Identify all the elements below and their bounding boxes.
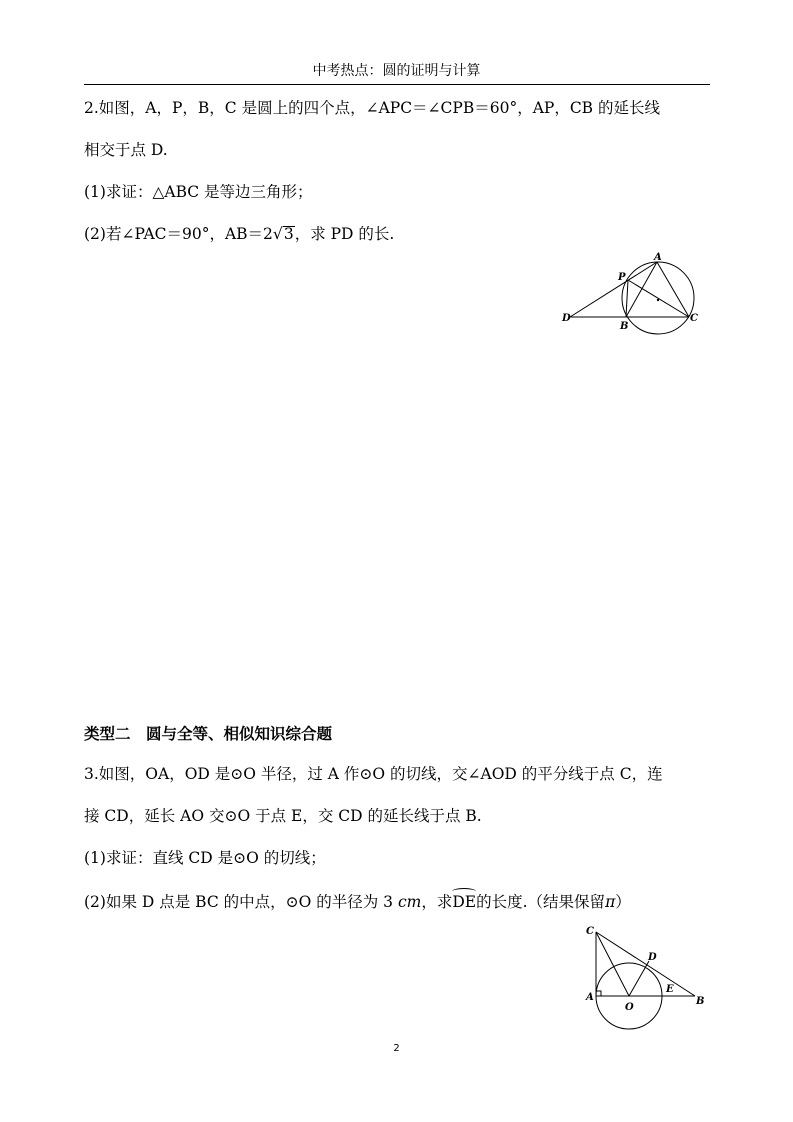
problem3-part2-text-b: ，求: [421, 893, 453, 911]
segment-PB: [626, 280, 628, 317]
segment-OC: [596, 932, 629, 996]
problem3-line1: 3.如图，OA，OD 是⊙O 半径，过 A 作⊙O 的切线，交∠AOD 的平分线于点 C，连: [84, 765, 663, 783]
label-E: E: [666, 984, 674, 995]
center-dot: [657, 299, 659, 301]
label-O: O: [625, 1002, 634, 1013]
pi-symbol: π: [605, 893, 616, 911]
problem3-part1: (1)求证：直线 CD 是⊙O 的切线；: [84, 849, 326, 867]
problem3-line2: 接 CD，延长 AO 交⊙O 于点 E，交 CD 的延长线于点 B.: [84, 807, 482, 825]
label-A: A: [654, 252, 662, 263]
header-rule: [84, 84, 710, 85]
arc-DE: DE: [452, 893, 477, 911]
label-D: D: [562, 313, 571, 324]
problem2-part2-text-b: ，求 PD 的长.: [294, 225, 395, 243]
section-heading: 类型二 圆与全等、相似知识综合题: [84, 725, 333, 743]
page-number: 2: [393, 1043, 400, 1054]
segment-AC: [657, 262, 689, 317]
problem3-figure: [580, 920, 710, 1035]
page-header: 中考热点：圆的证明与计算: [312, 63, 481, 79]
segment-PC: [628, 280, 689, 317]
problem2-part1: (1)求证：△ABC 是等边三角形；: [84, 183, 313, 201]
label-B: B: [620, 321, 629, 332]
segment-CB: [596, 932, 695, 996]
problem2-figure: [560, 250, 710, 340]
problem3-part2-text-c: 的长度.（结果保留: [476, 893, 606, 911]
problem3-part2: [84, 892, 631, 912]
sqrt-radicand: 3: [283, 225, 294, 243]
problem2-part2-text-a: (2)若∠PAC＝90°，AB＝2√: [84, 225, 283, 243]
label-D: D: [648, 952, 657, 963]
label-C: C: [690, 313, 698, 324]
problem2-part2: [84, 224, 394, 244]
problem3-part2-text-a: (2)如果 D 点是 BC 的中点，⊙O 的半径为 3: [84, 893, 398, 911]
label-A: A: [586, 992, 594, 1003]
problem3-part2-text-d: ）: [615, 893, 631, 911]
problem2-line2: 相交于点 D.: [84, 141, 168, 159]
segment-AB: [626, 262, 657, 317]
unit-cm: cm: [397, 893, 422, 911]
label-C: C: [586, 926, 594, 937]
segment-OD: [629, 961, 649, 996]
problem2-line1: 2.如图，A，P，B，C 是圆上的四个点，∠APC＝∠CPB＝60°，AP，CB 的延长线: [84, 99, 660, 117]
label-P: P: [618, 272, 626, 283]
label-B: B: [696, 996, 705, 1007]
